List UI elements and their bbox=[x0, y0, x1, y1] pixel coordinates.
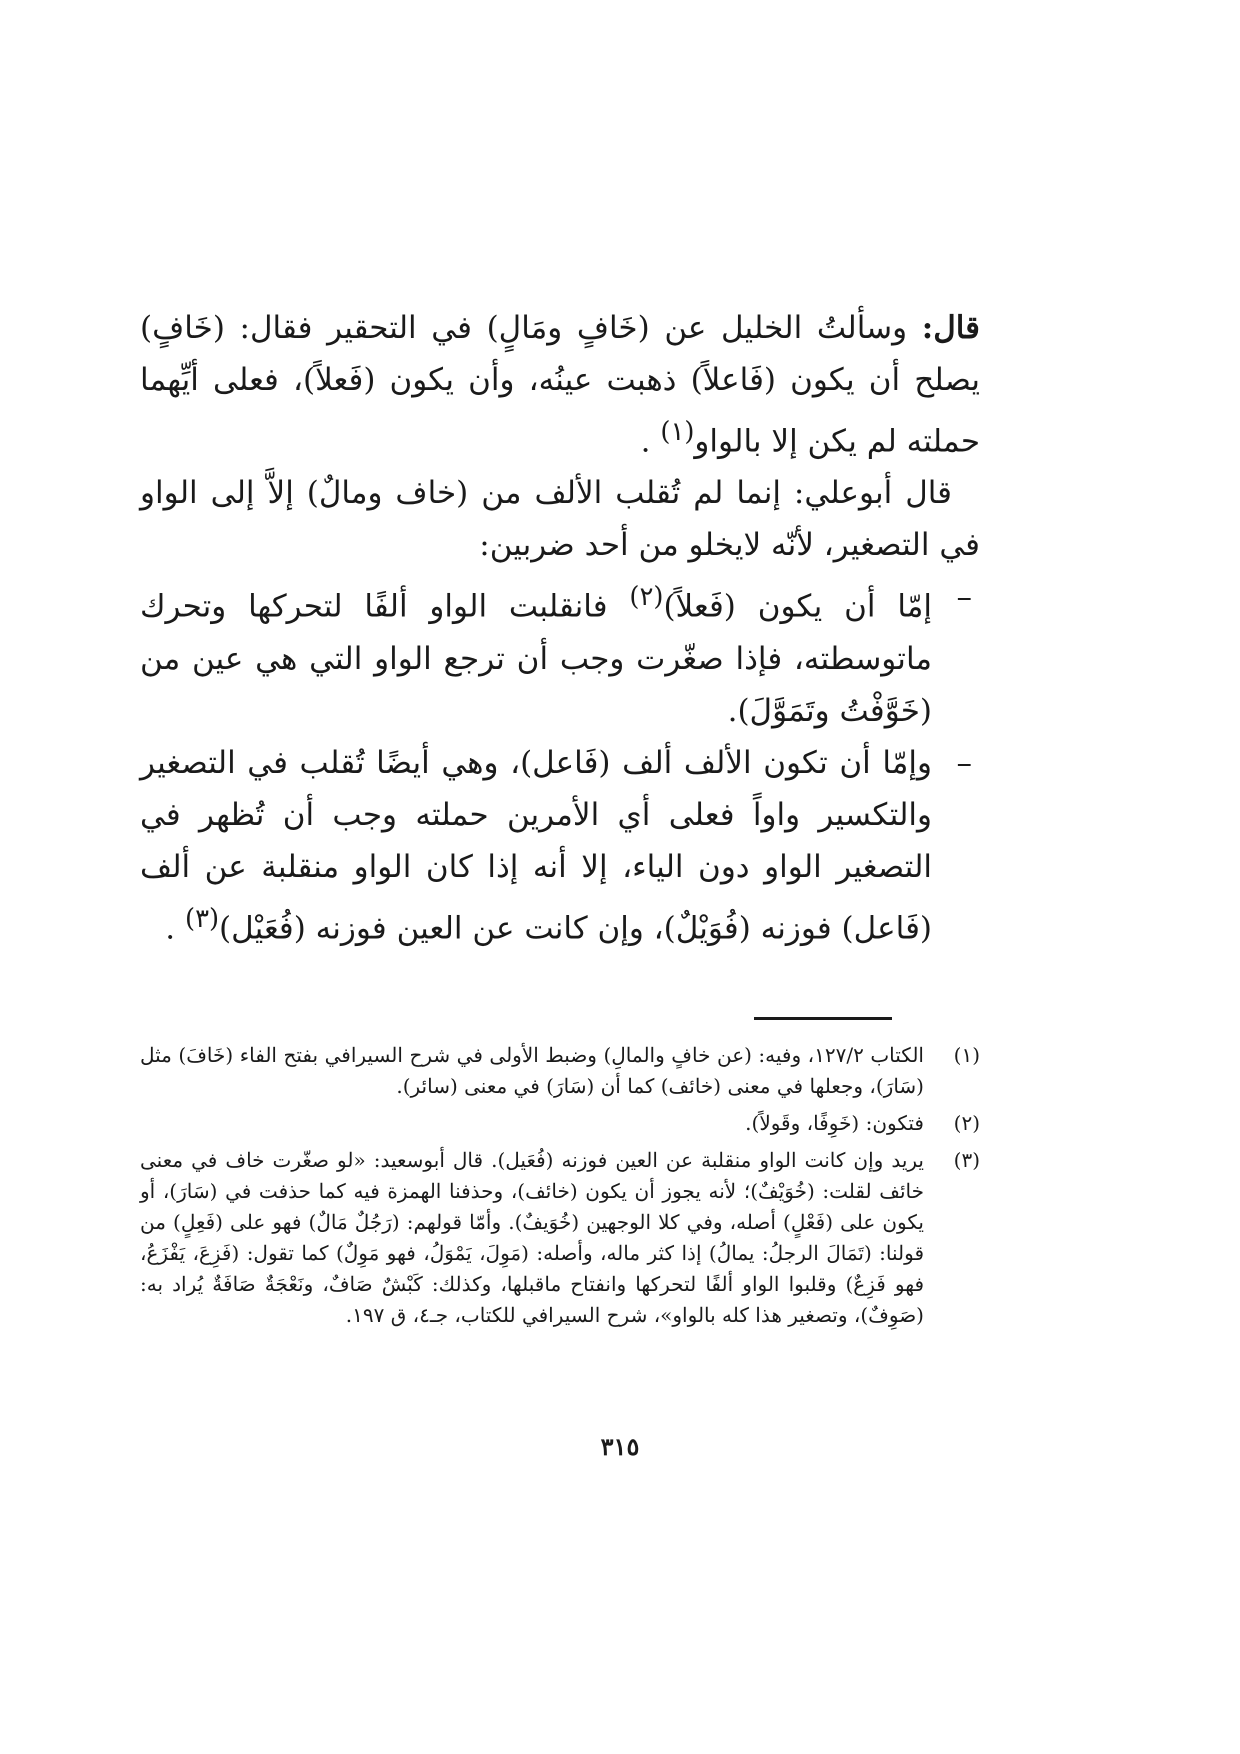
footnotes bbox=[140, 1040, 980, 1337]
paragraph-khalil-question bbox=[140, 302, 980, 467]
footnote-ref-3[interactable]: (٣) bbox=[184, 903, 220, 934]
footnote-3 bbox=[140, 1145, 980, 1331]
dash-marker: – bbox=[956, 744, 972, 781]
footnote-number: (٣) bbox=[953, 1148, 980, 1172]
list-item-end: . bbox=[165, 909, 176, 946]
list-item-text: إمّا أن يكون (فَعلاً) bbox=[663, 588, 933, 625]
footnote-text: الكتاب ١٢٧/٢، وفيه: (عن خافٍ والمالِ) وضبط الأولى في شرح السيرافي بفتح الفاء (خَافَ) مثل (سَارَ)، وجعلها في معنى (خائف) كما أن (سَارَ) في معنى (سائر). bbox=[140, 1043, 924, 1098]
footnote-number: (١) bbox=[953, 1043, 980, 1067]
dash-list bbox=[140, 571, 980, 954]
footnote-text: فتكون: (خَوِفًا، وقَولاً). bbox=[745, 1111, 924, 1135]
footnote-1 bbox=[140, 1040, 980, 1102]
footnote-ref-2[interactable]: (٢) bbox=[629, 582, 664, 613]
list-item bbox=[140, 571, 980, 736]
footnote-separator bbox=[754, 1017, 892, 1020]
footnote-number: (٢) bbox=[953, 1111, 980, 1135]
main-text bbox=[140, 302, 980, 954]
dash-marker: – bbox=[956, 579, 972, 616]
paragraph-end: . bbox=[640, 423, 651, 460]
paragraph-abu-ali: قال أبوعلي: إنما لم تُقلب الألف من (خاف ومالٌ) إلاَّ إلى الواو في التصغير، لأنّه لايخلو من أحد ضربين: bbox=[140, 475, 980, 564]
list-item bbox=[140, 737, 980, 954]
list-item-text: وإمّا أن تكون الألف ألف (فَاعل)، وهي أيضًا تُقلب في التصغير والتكسير واواً فعلى أي الأمرين حملته وجب أن تُظهر في التصغير الواو دون الياء، إلا أنه إذا كان الواو منقلبة عن ألف (فَاعل) فوزنه (فُوَيْلٌ)، وإن كانت عن العين فوزنه (فُعَيْل) bbox=[140, 744, 932, 946]
paragraph-text: وسألتُ الخليل عن (خَافٍ ومَالٍ) في التحقير فقال: (خَافٍ) يصلح أن يكون (فَاعلاً) ذهبت عينُه، وأن يكون (فَعلاً)، فعلى أيِّهما حملته لم يكن إلا بالواو bbox=[140, 310, 980, 460]
paragraph-lead-word: قال: bbox=[921, 310, 980, 346]
footnote-2 bbox=[140, 1108, 980, 1139]
list-item-text: فانقلبت الواو ألفًا لتحركها وتحرك ماتوسطته، فإذا صغّرت وجب أن ترجع الواو التي هي عين من (خَوَّفْتُ وتَمَوَّلَ). bbox=[140, 588, 932, 729]
footnote-ref-1[interactable]: (١) bbox=[660, 417, 695, 447]
page-number: ٣١٥ bbox=[600, 1432, 640, 1461]
footnote-text: يريد وإن كانت الواو منقلبة عن العين فوزنه (فُعَيل). قال أبوسعيد: «لو صغّرت خاف في معنى خائف لقلت: (خُوَيْفٌ)؛ لأنه يجوز أن يكون (خائف)، وحذفنا الهمزة فيه كما حذفت في (سَارَ)، أو يكون على (فَعْلٍ) أصله، وفي كلا الوجهين (خُوَيفٌ). وأمّا قولهم: (رَجُلٌ مَالٌ) فهو على (فَعِلٍ) من قولنا: (تَمَالَ الرجلُ: يمالُ) إذا كثر ماله، وأصله: (مَوِلَ، يَمْوَلُ، فهو مَوِلٌ) كما تقول: (فَزِعَ، يَفْزَعُ، فهو فَزِعٌ) وقلبوا الواو ألفًا لتحركها وانفتاح ماقبلها، وكذلك: كَبْشٌ صَافٌ، ونَعْجَةٌ صَافَةٌ يُراد به: (صَوِفٌ)، وتصغير هذا كله بالواو»، شرح السيرافي للكتاب، جـ٤، ق ١٩٧. bbox=[140, 1148, 925, 1327]
